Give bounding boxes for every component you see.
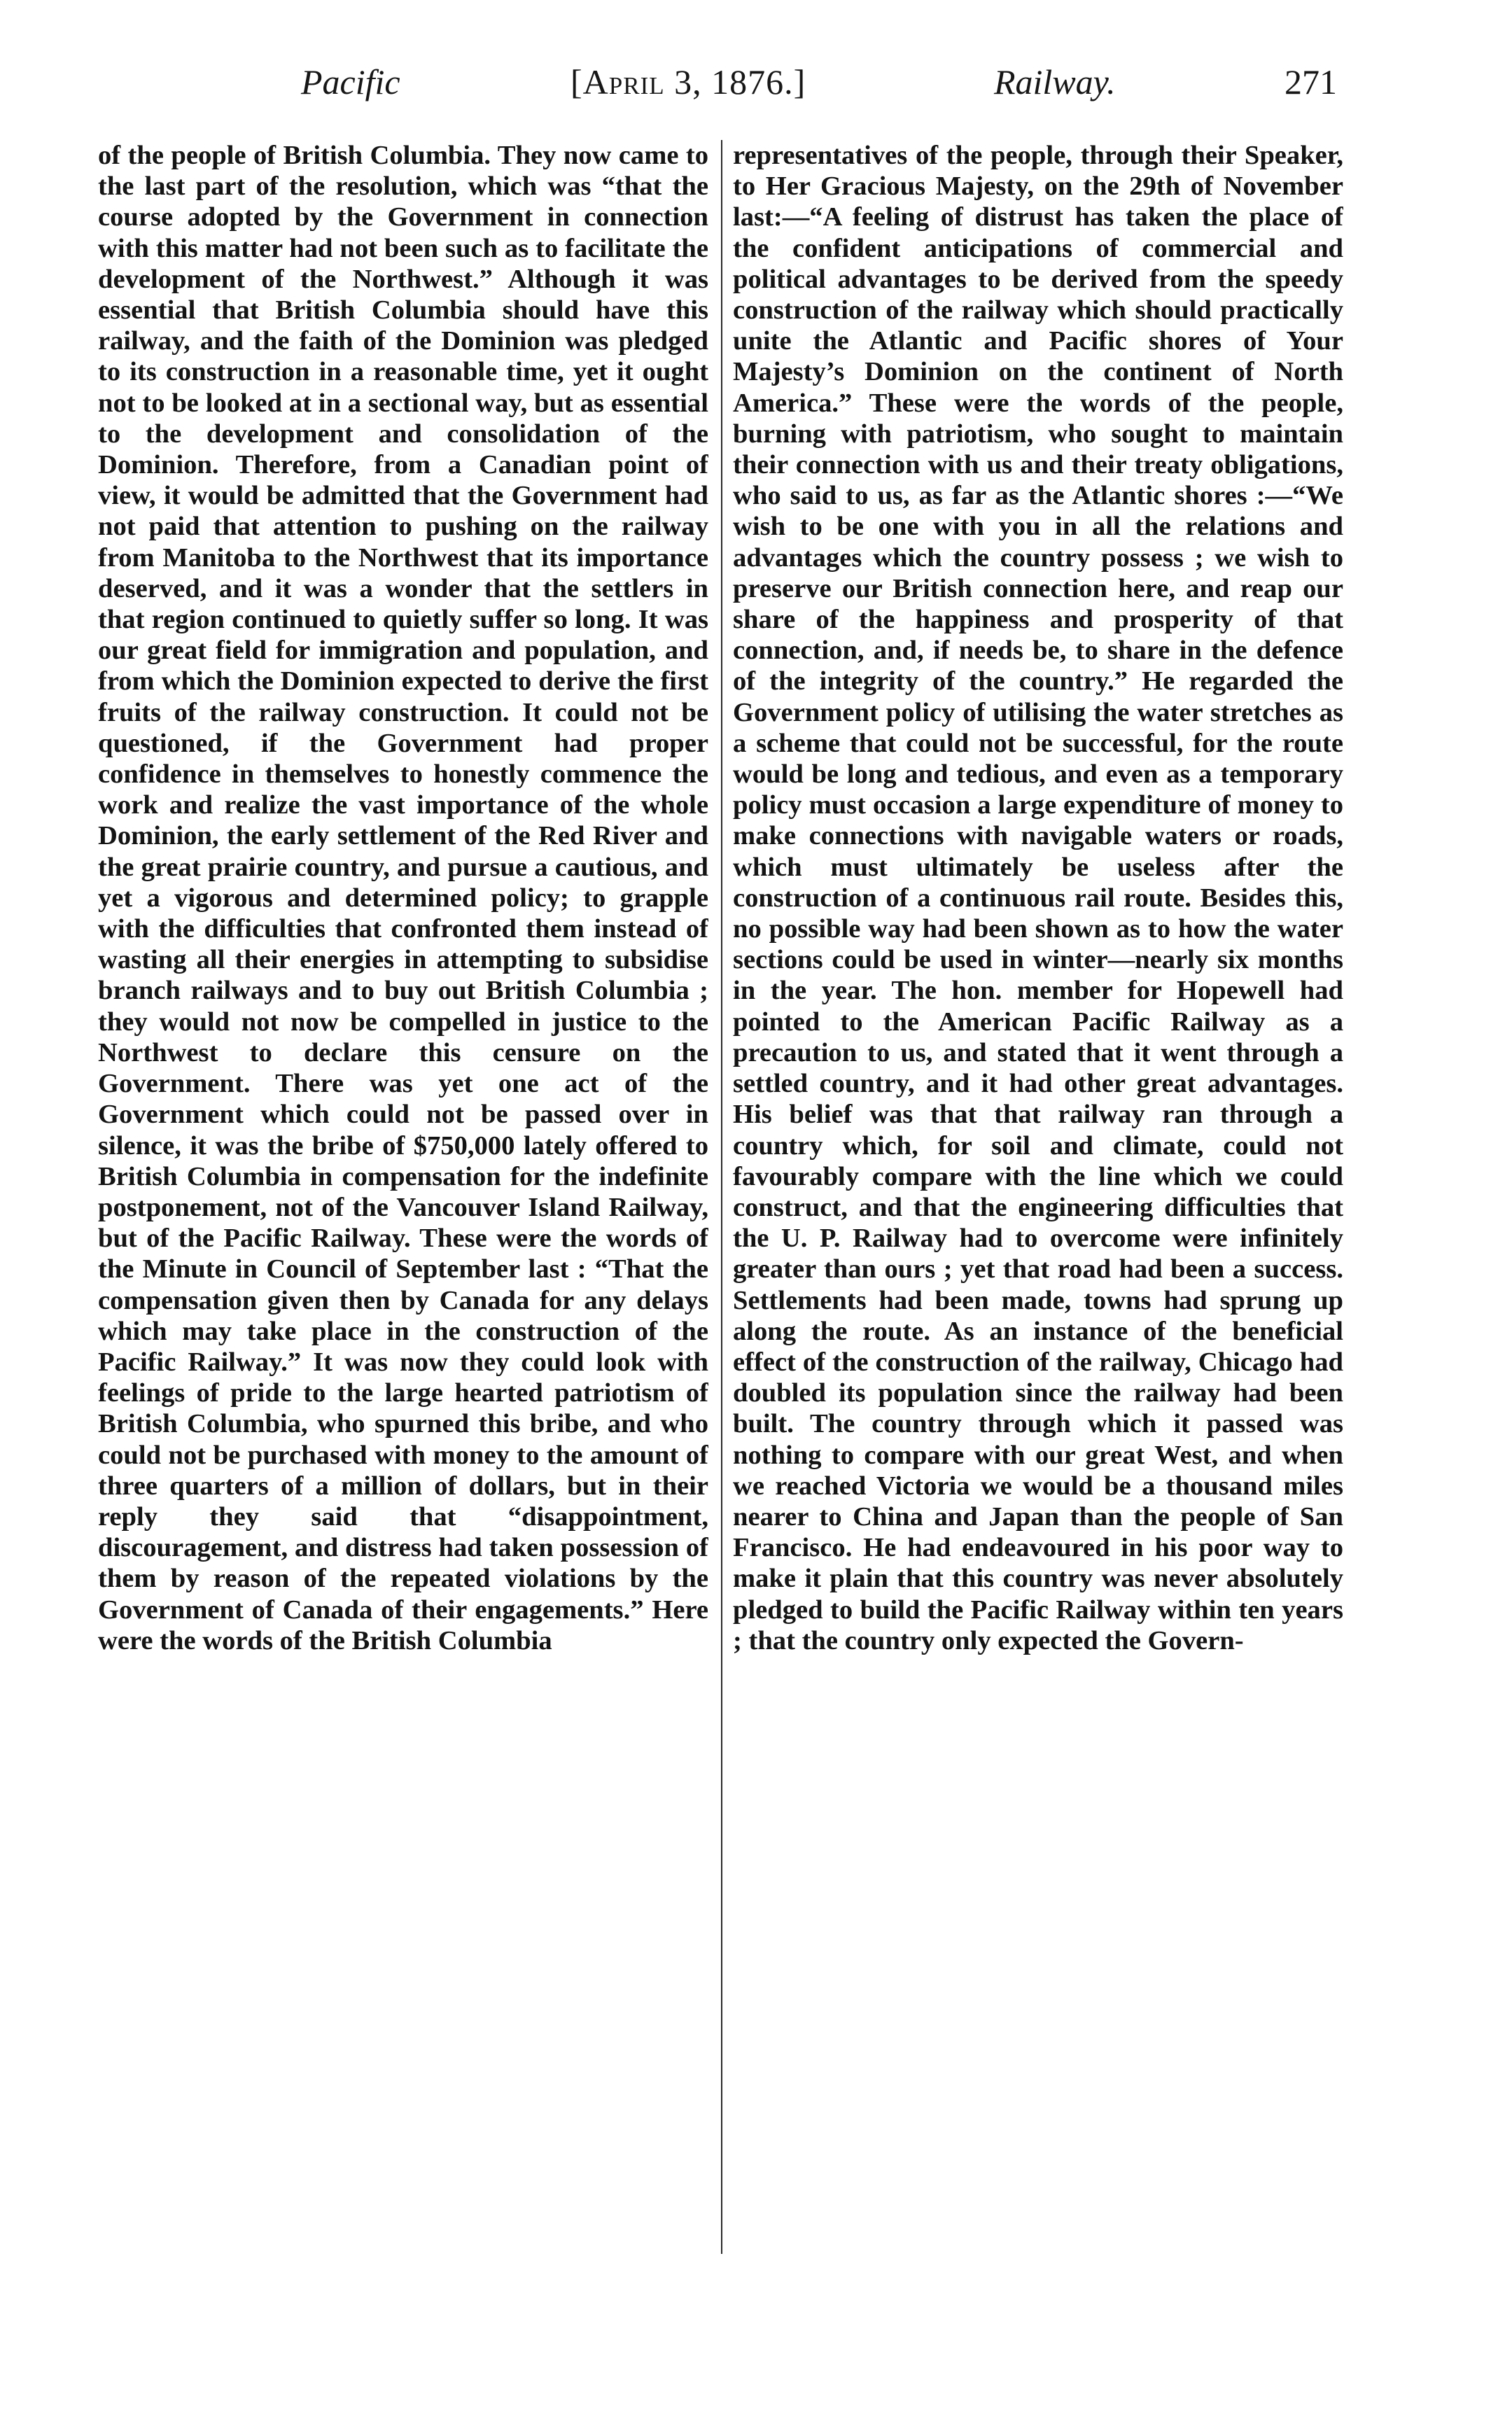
left-text-column [98,140,708,2268]
right-text-column [733,140,1343,2268]
column-divider [721,140,722,2254]
left-column-paragraph: of the people of British Columbia. They now came to the last part of the resolution, which was “that the course adopted by the Government in connection with this matter had not been such as to facilitate the development of the Northwest.” Although it was essential that British Columbia should have this railway, and the faith of the Dominion was pledged to its construction in a reasonable time, yet it ought not to be looked at in a sectional way, but as essential to the development and consolidation of the Dominion. Therefore, from a Canadian point of view, it would be admitted that the Government had not paid that attention to pushing on the railway from Manitoba to the Northwest that its importance deserved, and it was a wonder that the settlers in that region continued to quietly suffer so long. It was our great field for immigration and population, and from which the Dominion expected to derive the first fruits of the railway construction. It could not be questioned, if the Government had proper confidence in themselves to honestly commence the work and realize the vast importance of the whole Dominion, the early settlement of the Red River and the great prairie country, and pursue a cautious, and yet a vigorous and determined policy; to grapple with the difficulties that confronted them instead of wasting all their energies in attempting to subsidise branch railways and to buy out British Columbia ; they would not now be compelled in justice to the Northwest to declare this censure on the Government. There was yet one act of the Government which could not be passed over in silence, it was the bribe of $750,000 lately offered to British Columbia in compensation for the indefinite postponement, not of the Vancouver Island Railway, but of the Pacific Railway. These were the words of the Minute in Council of September last : “That the compensation given then by Canada for any delays which may take place in the construction of the Pacific Railway.” It was now they could look with feelings of pride to the large hearted patriotism of British Columbia, who spurned this bribe, and who could not be purchased with money to the amount of three quarters of a million of dollars, but in their reply they said that “disappointment, discouragement, and distress had taken possession of them by reason of the repeated violations by the Government of Canada of their engagements.” Here were the words of the British Columbia [98,141,708,1655]
header-section-title: Pacific [301,62,400,101]
running-header [266,57,1337,106]
right-column-paragraph: representatives of the people, through their Speaker, to Her Gracious Majesty, on the 29th of November last:—“A feeling of distrust has taken the place of the confident anticipations of commercial and political advantages to be derived from the speedy construction of the railway which should practically unite the Atlantic and Pacific shores of Your Majesty’s Dominion on the continent of North America.” These were the words of the people, burning with patriotism, who sought to maintain their connection with us and their treaty obligations, who said to us, as far as the Atlantic shores :—“We wish to be one with you in all the relations and advantages which the country possess ; we wish to preserve our British connection here, and reap our share of the happiness and prosperity of that connection, and, if needs be, to share in the defence of the integrity of the country.” He regarded the Government policy of utilising the water stretches as a scheme that could not be successful, for the route would be long and tedious, and even as a temporary policy must occasion a large expenditure of money to make connections with navigable waters or roads, which must ultimately be useless after the construction of a continuous rail route. Besides this, no possible way had been shown as to how the water sections could be used in winter—nearly six months in the year. The hon. member for Hopewell had pointed to the American Pacific Railway as a precaution to us, and stated that it went through a settled country, and it had other great advantages. His belief was that that railway ran through a country which, for soil and climate, could not favourably compare with the line which we could construct, and that the engineering difficulties that the U. P. Railway had to overcome were infinitely greater than ours ; yet that road had been a success. Settlements had been made, towns had sprung up along the route. As an instance of the beneficial effect of the construction of the railway, Chicago had doubled its population since the railway had been built. The country through which it passed was nothing to compare with our great West, and when we reached Victoria we would be a thousand miles nearer to China and Japan than the people of San Francisco. He had endeavoured in his poor way to make it plain that this country was never absolutely pledged to build the Pacific Railway within ten years ; that the country only expected the Govern- [733,141,1343,1655]
page-number: 271 [1284,62,1337,101]
header-topic-title: Railway. [994,62,1116,101]
header-date: [April 3, 1876.] [570,62,806,101]
